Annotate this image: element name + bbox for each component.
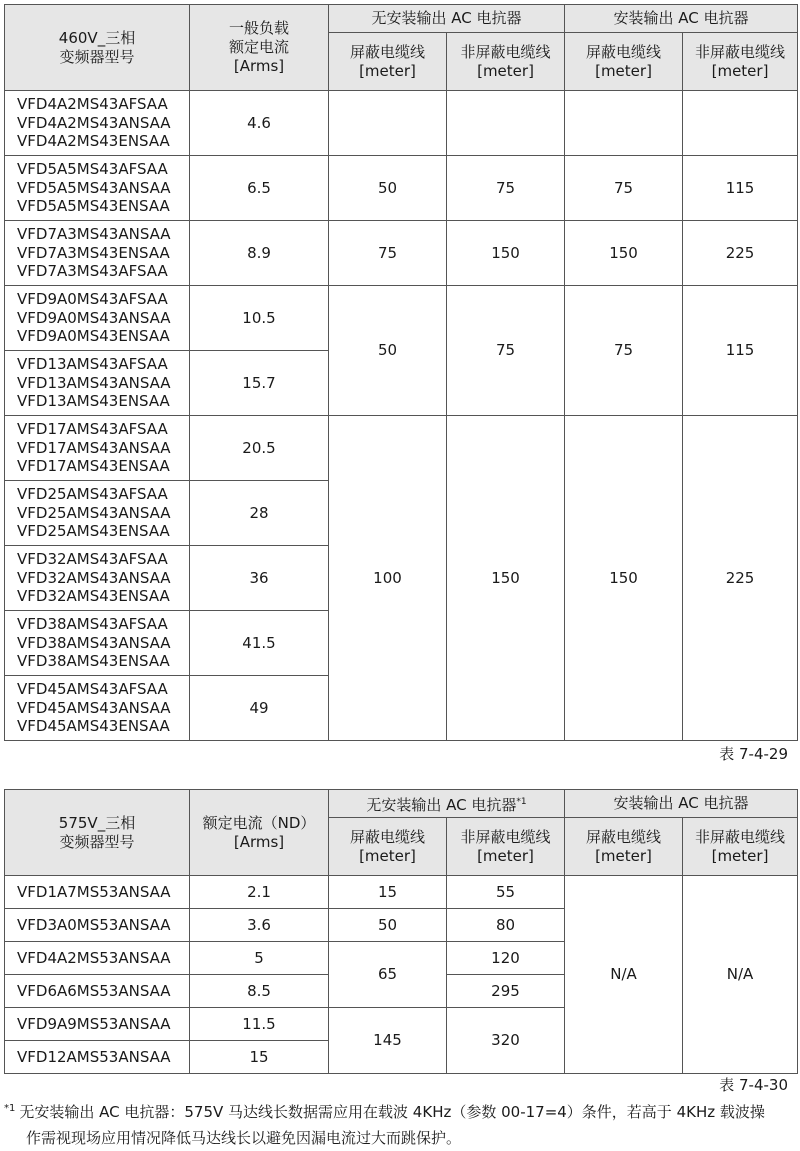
model-cell: VFD17AMS43AFSAA VFD17AMS43ANSAA VFD17AMS43ENSAA xyxy=(5,416,190,481)
model-cell: VFD9A9MS53ANSAA xyxy=(5,1008,190,1041)
length-cell: 225 xyxy=(683,221,798,286)
model-cell: VFD9A0MS43AFSAA VFD9A0MS43ANSAA VFD9A0MS43ENSAA xyxy=(5,286,190,351)
current-cell: 28 xyxy=(190,481,329,546)
header-current: 一般负载 额定电流 [Arms] xyxy=(190,5,329,91)
footnote-mark: *1 xyxy=(4,1103,16,1114)
length-cell: 75 xyxy=(447,286,565,416)
empty-cell xyxy=(447,91,565,156)
model-cell: VFD6A6MS53ANSAA xyxy=(5,975,190,1008)
header-shielded: 屏蔽电缆线 [meter] xyxy=(565,33,683,91)
header-shielded: 屏蔽电缆线 [meter] xyxy=(565,818,683,876)
table-row xyxy=(5,876,798,909)
length-cell: 100 xyxy=(329,416,447,741)
table-row xyxy=(5,286,798,351)
length-cell: 120 xyxy=(447,942,565,975)
model-cell: VFD1A7MS53ANSAA xyxy=(5,876,190,909)
model-cell: VFD4A2MS53ANSAA xyxy=(5,942,190,975)
empty-cell xyxy=(683,91,798,156)
model-cell: VFD5A5MS43AFSAA VFD5A5MS43ANSAA VFD5A5MS43ENSAA xyxy=(5,156,190,221)
header-no-reactor: 无安装输出 AC 电抗器$^{*1}$ xyxy=(329,790,565,818)
model-cell: VFD7A3MS43ANSAA VFD7A3MS43ENSAA VFD7A3MS43AFSAA xyxy=(5,221,190,286)
length-cell: 75 xyxy=(447,156,565,221)
model-cell: VFD13AMS43AFSAA VFD13AMS43ANSAA VFD13AMS43ENSAA xyxy=(5,351,190,416)
header-shielded: 屏蔽电缆线 [meter] xyxy=(329,33,447,91)
current-cell: 36 xyxy=(190,546,329,611)
length-cell: 80 xyxy=(447,909,565,942)
header-model: 575V_三相 变频器型号 xyxy=(5,790,190,876)
table-row xyxy=(5,91,798,156)
length-cell: 65 xyxy=(329,942,447,1008)
table-row xyxy=(5,156,798,221)
header-unshielded: 非屏蔽电缆线 [meter] xyxy=(447,818,565,876)
length-cell: 225 xyxy=(683,416,798,741)
header-reactor: 安装输出 AC 电抗器 xyxy=(565,790,798,818)
current-cell: 4.6 xyxy=(190,91,329,156)
length-cell: 150 xyxy=(565,221,683,286)
header-no-reactor: 无安装输出 AC 电抗器 xyxy=(329,5,565,33)
model-cell: VFD45AMS43AFSAA VFD45AMS43ANSAA VFD45AMS43ENSAA xyxy=(5,676,190,741)
header-current: 额定电流（ND） [Arms] xyxy=(190,790,329,876)
footnote-line: 作需视现场应用情况降低马达线长以避免因漏电流过大而跳保护。 xyxy=(26,1129,462,1147)
current-cell: 6.5 xyxy=(190,156,329,221)
current-cell: 15.7 xyxy=(190,351,329,416)
table-575v xyxy=(4,789,798,1074)
empty-cell xyxy=(565,91,683,156)
header-unshielded: 非屏蔽电缆线 [meter] xyxy=(683,818,798,876)
length-cell: 55 xyxy=(447,876,565,909)
model-cell: VFD4A2MS43AFSAA VFD4A2MS43ANSAA VFD4A2MS43ENSAA xyxy=(5,91,190,156)
table-caption: 表 7-4-30 xyxy=(719,1076,788,1094)
current-cell: 8.9 xyxy=(190,221,329,286)
header-shielded: 屏蔽电缆线 [meter] xyxy=(329,818,447,876)
model-cell: VFD25AMS43AFSAA VFD25AMS43ANSAA VFD25AMS43ENSAA xyxy=(5,481,190,546)
length-cell: 150 xyxy=(447,221,565,286)
length-cell: 145 xyxy=(329,1008,447,1074)
model-cell: VFD3A0MS53ANSAA xyxy=(5,909,190,942)
length-cell: 75 xyxy=(565,286,683,416)
table-row xyxy=(5,221,798,286)
length-cell: 75 xyxy=(565,156,683,221)
model-cell: VFD32AMS43AFSAA VFD32AMS43ANSAA VFD32AMS43ENSAA xyxy=(5,546,190,611)
table-caption: 表 7-4-29 xyxy=(719,745,788,763)
table-row xyxy=(5,416,798,481)
length-cell: 15 xyxy=(329,876,447,909)
na-cell: N/A xyxy=(565,876,683,1074)
empty-cell xyxy=(329,91,447,156)
header-reactor: 安装输出 AC 电抗器 xyxy=(565,5,798,33)
length-cell: 75 xyxy=(329,221,447,286)
current-cell: 5 xyxy=(190,942,329,975)
header-model: 460V_三相 变频器型号 xyxy=(5,5,190,91)
length-cell: 115 xyxy=(683,156,798,221)
current-cell: 41.5 xyxy=(190,611,329,676)
current-cell: 49 xyxy=(190,676,329,741)
footnote-mark: *1 xyxy=(516,796,527,807)
model-cell: VFD12AMS53ANSAA xyxy=(5,1041,190,1074)
length-cell: 150 xyxy=(447,416,565,741)
table-460v xyxy=(4,4,798,741)
current-cell: 8.5 xyxy=(190,975,329,1008)
current-cell: 11.5 xyxy=(190,1008,329,1041)
length-cell: 150 xyxy=(565,416,683,741)
length-cell: 50 xyxy=(329,286,447,416)
length-cell: 295 xyxy=(447,975,565,1008)
header-unshielded: 非屏蔽电缆线 [meter] xyxy=(683,33,798,91)
current-cell: 3.6 xyxy=(190,909,329,942)
header-unshielded: 非屏蔽电缆线 [meter] xyxy=(447,33,565,91)
current-cell: 2.1 xyxy=(190,876,329,909)
length-cell: 115 xyxy=(683,286,798,416)
length-cell: 320 xyxy=(447,1008,565,1074)
na-cell: N/A xyxy=(683,876,798,1074)
model-cell: VFD38AMS43AFSAA VFD38AMS43ANSAA VFD38AMS43ENSAA xyxy=(5,611,190,676)
current-cell: 20.5 xyxy=(190,416,329,481)
length-cell: 50 xyxy=(329,156,447,221)
footnote-line: 无安装输出 AC 电抗器：575V 马达线长数据需应用在载波 4KHz（参数 00-17=4）条件，若高于 4KHz 载波操 xyxy=(19,1103,765,1121)
current-cell: 15 xyxy=(190,1041,329,1074)
length-cell: 50 xyxy=(329,909,447,942)
current-cell: 10.5 xyxy=(190,286,329,351)
footnote xyxy=(4,1096,798,1151)
